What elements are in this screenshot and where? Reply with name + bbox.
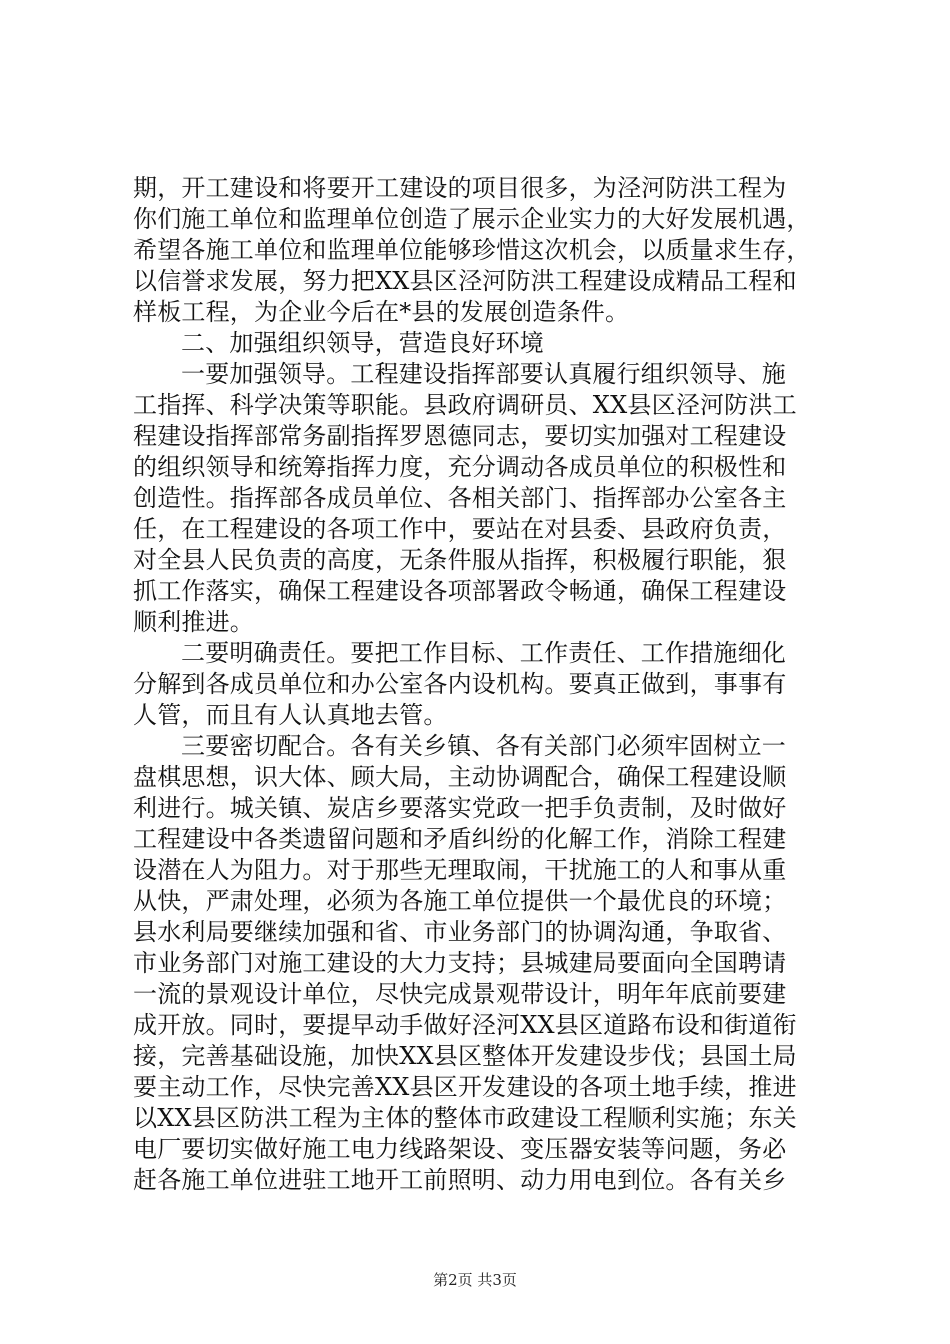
text-line: 希望各施工单位和监理单位能够珍惜这次机会，以质量求生存， xyxy=(133,236,811,264)
text-line: 县水利局要继续加强和省、市业务部门的协调沟通，争取省、 xyxy=(133,918,787,946)
text-line: 要主动工作，尽快完善XX县区开发建设的各项土地手续，推进 xyxy=(133,1073,797,1101)
page-number-footer: 第2页 共3页 xyxy=(433,1271,517,1289)
text-line: 成开放。同时，要提早动手做好泾河XX县区道路布设和街道衔 xyxy=(133,1011,797,1039)
text-line: 盘棋思想，识大体、顾大局，主动协调配合，确保工程建设顺 xyxy=(133,763,787,791)
text-line: 期，开工建设和将要开工建设的项目很多，为泾河防洪工程为 xyxy=(133,174,787,202)
text-line: 程建设指挥部常务副指挥罗恩德同志，要切实加强对工程建设 xyxy=(133,422,787,450)
text-line: 你们施工单位和监理单位创造了展示企业实力的大好发展机遇， xyxy=(133,205,811,233)
text-line: 二要明确责任。要把工作目标、工作责任、工作措施细化 xyxy=(181,639,786,667)
text-line: 以XX县区防洪工程为主体的整体市政建设工程顺利实施；东关 xyxy=(133,1104,797,1132)
text-line: 创造性。指挥部各成员单位、各相关部门、指挥部办公室各主 xyxy=(133,484,787,512)
text-line: 二、加强组织领导，营造良好环境 xyxy=(181,329,544,357)
text-line: 分解到各成员单位和办公室各内设机构。要真正做到，事事有 xyxy=(133,670,787,698)
text-line: 任，在工程建设的各项工作中，要站在对县委、县政府负责， xyxy=(133,515,787,543)
text-line: 三要密切配合。各有关乡镇、各有关部门必须牢固树立一 xyxy=(181,732,786,760)
document-body xyxy=(133,173,833,1196)
text-line: 从快，严肃处理，必须为各施工单位提供一个最优良的环境； xyxy=(133,887,787,915)
text-line: 抓工作落实，确保工程建设各项部署政令畅通，确保工程建设 xyxy=(133,577,787,605)
text-line: 一流的景观设计单位，尽快完成景观带设计，明年年底前要建 xyxy=(133,980,787,1008)
text-line: 市业务部门对施工建设的大力支持；县城建局要面向全国聘请 xyxy=(133,949,787,977)
text-line: 利进行。城关镇、炭店乡要落实党政一把手负责制，及时做好 xyxy=(133,794,787,822)
text-line: 赶各施工单位进驻工地开工前照明、动力用电到位。各有关乡 xyxy=(133,1166,787,1194)
text-line: 对全县人民负责的高度，无条件服从指挥，积极履行职能，狠 xyxy=(133,546,787,574)
text-line: 的组织领导和统筹指挥力度，充分调动各成员单位的积极性和 xyxy=(133,453,787,481)
text-line: 一要加强领导。工程建设指挥部要认真履行组织领导、施 xyxy=(181,360,786,388)
text-line: 顺利推进。 xyxy=(133,608,254,636)
text-line: 工程建设中各类遗留问题和矛盾纠纷的化解工作，消除工程建 xyxy=(133,825,787,853)
text-line: 接，完善基础设施，加快XX县区整体开发建设步伐；县国土局 xyxy=(133,1042,797,1070)
text-line: 设潜在人为阻力。对于那些无理取闹，干扰施工的人和事从重 xyxy=(133,856,787,884)
text-line: 电厂要切实做好施工电力线路架设、变压器安装等问题，务必 xyxy=(133,1135,787,1163)
text-line: 以信誉求发展，努力把XX县区泾河防洪工程建设成精品工程和 xyxy=(133,267,797,295)
text-line: 工指挥、科学决策等职能。县政府调研员、XX县区泾河防洪工 xyxy=(133,391,797,419)
text-line: 样板工程，为企业今后在*县的发展创造条件。 xyxy=(133,298,630,326)
text-line: 人管，而且有人认真地去管。 xyxy=(133,701,448,729)
